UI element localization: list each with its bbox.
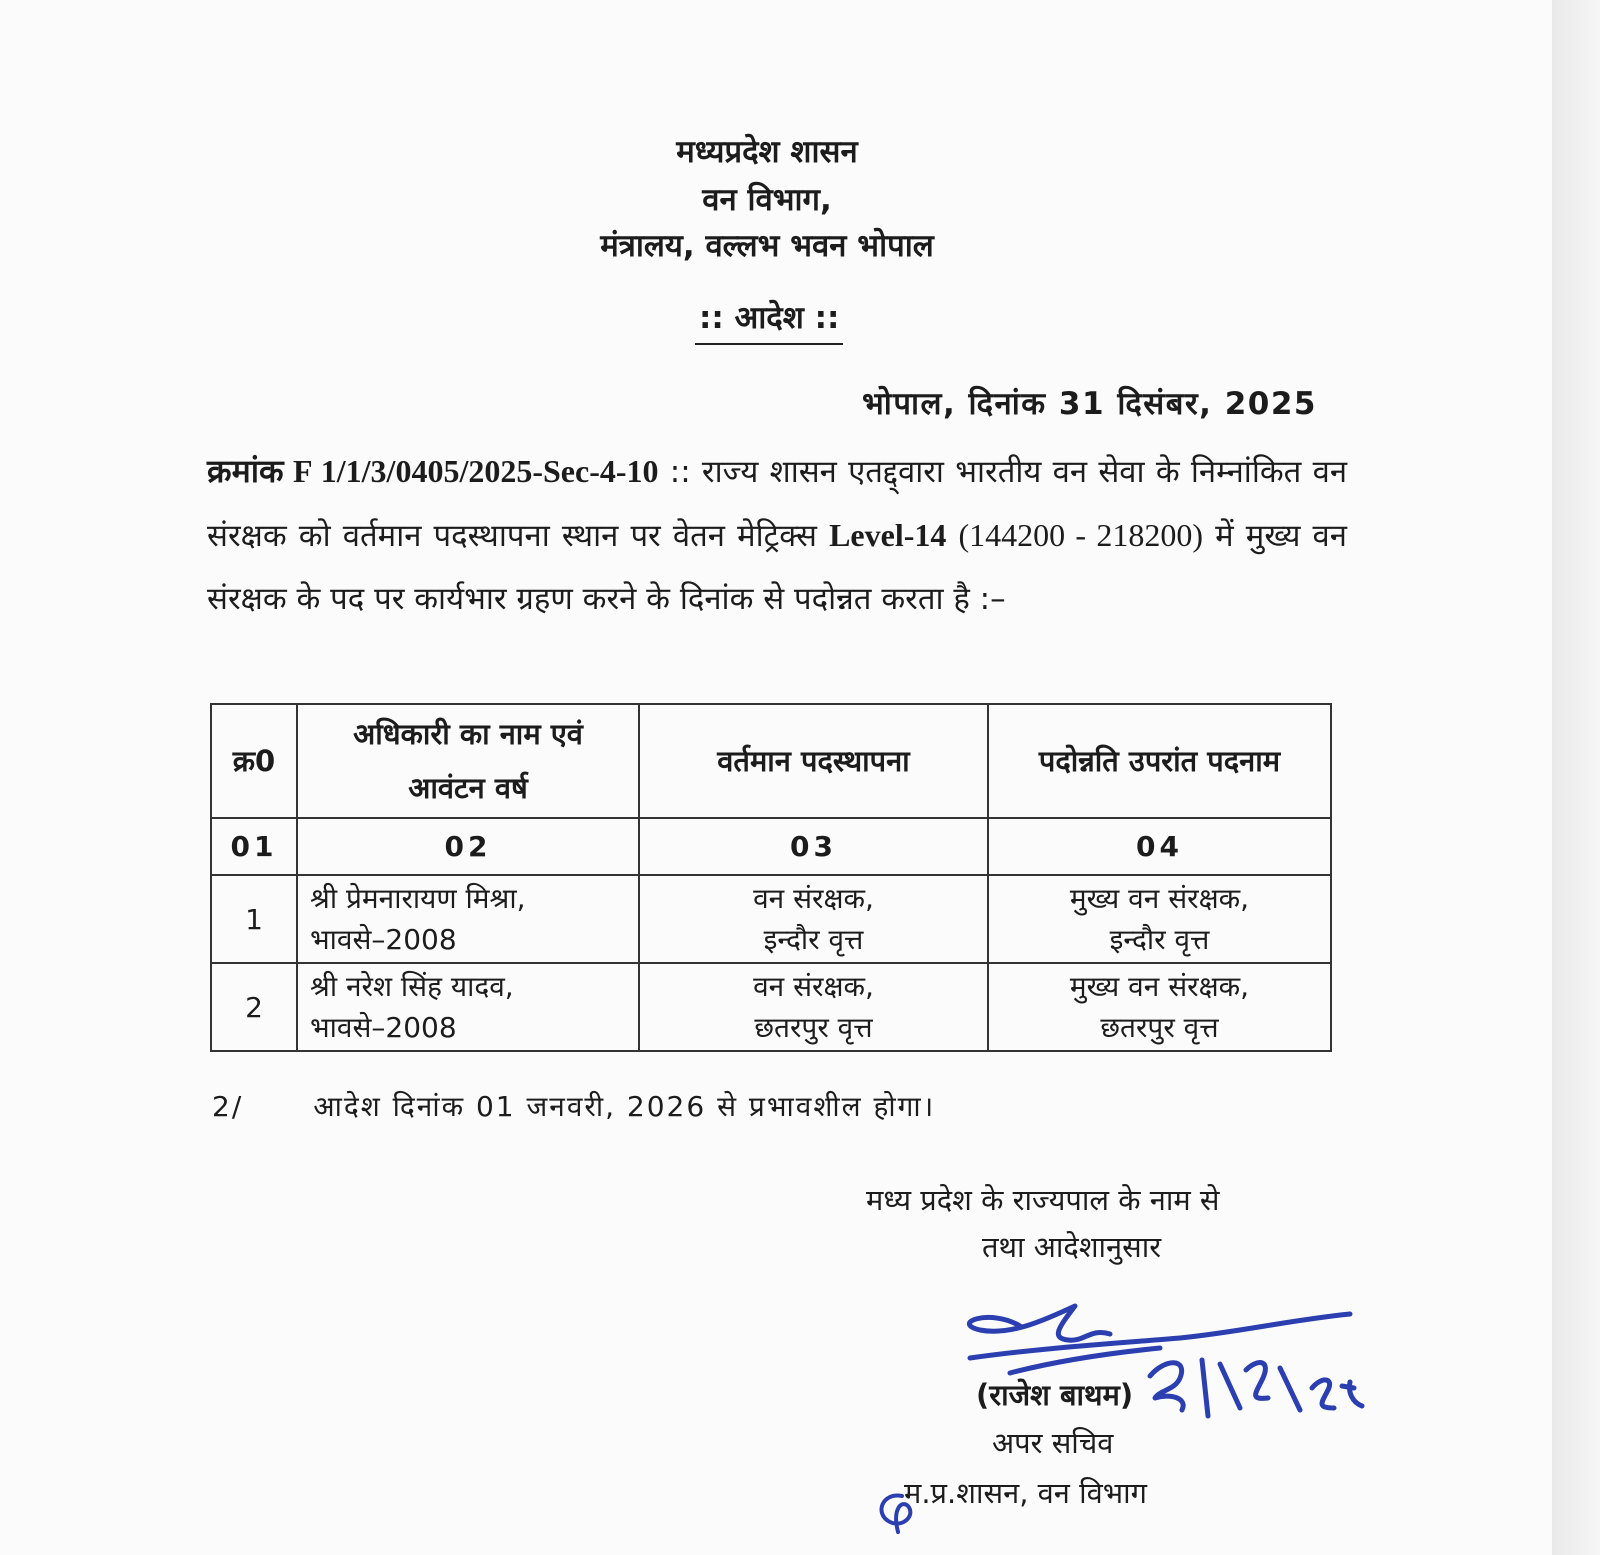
officer-name: श्री प्रेमनारायण मिश्रा,	[310, 882, 526, 915]
order-title: :: आदेश ::	[695, 296, 843, 345]
header-department: वन विभाग,	[702, 182, 832, 218]
closing-line-2: तथा आदेशानुसार	[982, 1230, 1162, 1264]
signatory-department: म.प्र.शासन, वन विभाग	[904, 1476, 1147, 1510]
col-number: 03	[639, 818, 988, 875]
table-header-row	[211, 704, 1331, 818]
paragraph-2-number: 2/	[212, 1090, 244, 1123]
signatory-name: (राजेश बाथम)	[976, 1378, 1134, 1412]
pay-range: (144200 - 218200)	[958, 517, 1203, 553]
initials-scribble	[872, 1488, 922, 1534]
pay-level: Level-14	[829, 517, 947, 553]
officer-cell	[297, 875, 639, 963]
table-column-number-row	[211, 818, 1331, 875]
reference-number	[207, 453, 659, 489]
new-place: छतरपुर वृत्त	[1100, 1011, 1219, 1044]
page-edge-shadow	[1552, 0, 1600, 1555]
promotion-table	[210, 703, 1332, 1052]
current-place: छतरपुर वृत्त	[754, 1011, 873, 1044]
col-number: 02	[297, 818, 639, 875]
col-header-current-posting: वर्तमान पदस्थापना	[639, 704, 988, 818]
order-paragraph	[207, 440, 1347, 631]
paragraph-text-1: :: राज्य शासन एतद्द्वारा भारतीय वन सेवा के निम्नांकित वन संरक्षक को वर्तमान पदस्थापना स्थान पर वेतन मेट्रिक्स	[207, 454, 1348, 554]
table-row	[211, 875, 1331, 963]
signatory-designation: अपर सचिव	[992, 1426, 1114, 1460]
header-address: मंत्रालय, वल्लभ भवन भोपाल	[600, 228, 934, 264]
new-post: मुख्य वन संरक्षक,	[1069, 882, 1250, 915]
header-government: मध्यप्रदेश शासन	[676, 134, 858, 170]
paragraph-text-2: में मुख्य वन संरक्षक के पद पर कार्यभार ग्रहण करने के दिनांक से पदोन्नत करता है :–	[207, 518, 1347, 617]
table-row	[211, 963, 1331, 1051]
row-sno: 2	[211, 963, 297, 1051]
reference-code: F 1/1/3/0405/2025-Sec-4-10	[293, 453, 659, 489]
closing-line-1: मध्य प्रदेश के राज्यपाल के नाम से	[866, 1183, 1220, 1217]
row-sno: 1	[211, 875, 297, 963]
new-post: मुख्य वन संरक्षक,	[1069, 970, 1250, 1003]
col-header-sno: क्र0	[211, 704, 297, 818]
current-posting-cell	[639, 963, 988, 1051]
paragraph-2-text: आदेश दिनांक 01 जनवरी, 2026 से प्रभावशील होगा।	[313, 1090, 936, 1123]
officer-batch: भावसे–2008	[310, 923, 457, 956]
paragraph-2	[212, 1087, 935, 1125]
officer-name: श्री नरेश सिंह यादव,	[310, 970, 514, 1003]
new-place: इन्दौर वृत्त	[1109, 923, 1210, 956]
current-place: इन्दौर वृत्त	[763, 923, 864, 956]
col-header-new-designation: पदोन्नति उपरांत पदनाम	[988, 704, 1331, 818]
reference-prefix: क्रमांक	[207, 453, 293, 489]
col-number: 01	[211, 818, 297, 875]
current-posting-cell	[639, 875, 988, 963]
col-header-officer: अधिकारी का नाम एवं आवंटन वर्ष	[297, 704, 639, 818]
officer-cell	[297, 963, 639, 1051]
current-post: वन संरक्षक,	[753, 882, 874, 915]
new-designation-cell	[988, 875, 1331, 963]
officer-batch: भावसे–2008	[310, 1011, 457, 1044]
col-number: 04	[988, 818, 1331, 875]
new-designation-cell	[988, 963, 1331, 1051]
order-date: भोपाल, दिनांक 31 दिसंबर, 2025	[862, 386, 1317, 422]
current-post: वन संरक्षक,	[753, 970, 874, 1003]
